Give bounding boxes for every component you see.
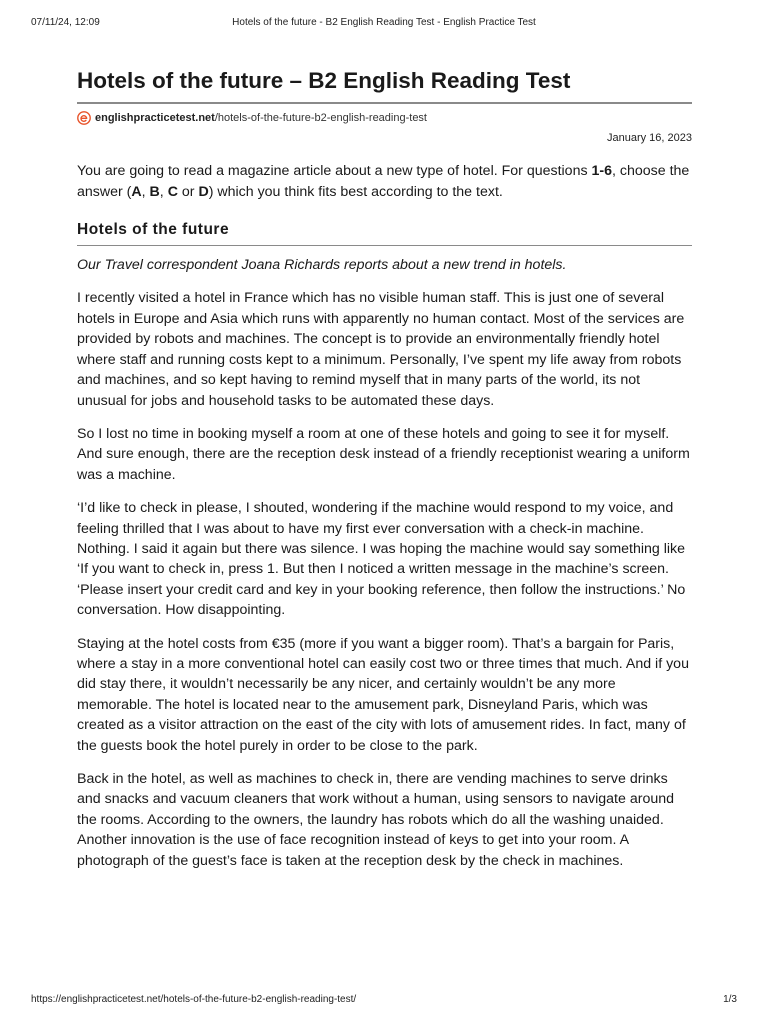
option-b: B — [149, 183, 160, 200]
instructions-separator: , — [159, 183, 168, 200]
site-logo-icon — [77, 111, 91, 125]
print-header — [31, 17, 737, 31]
article-paragraph: ‘I’d like to check in please, I shouted, wondering if the machine would respond to my voice, and feeling thrilled that I was about to have my first ever conversation with a check-in machine. Nothing. I said it again but there was silence. I was hoping the machine would say something like ‘If you want to check in, press 1. But then I noticed a written message in the machine’s screen. ‘Please insert your credit card and key in your booking reference, then follow the instructions.’ No conversation. How disappointing. — [77, 500, 686, 619]
article — [77, 66, 692, 871]
print-url: https://englishpracticetest.net/hotels-of-the-future-b2-english-reading-test/ — [31, 994, 357, 1005]
question-range: 1-6 — [591, 163, 613, 180]
section-heading: Hotels of the future — [77, 221, 692, 246]
instructions-text: , choose the answer ( — [77, 163, 690, 200]
page-title: Hotels of the future – B2 English Reading Test — [77, 66, 692, 104]
option-a: A — [131, 183, 142, 200]
source-link[interactable] — [77, 110, 692, 126]
instructions-separator: , — [141, 183, 150, 200]
print-page-title: Hotels of the future - B2 English Reading Test - English Practice Test — [232, 17, 536, 28]
option-d: D — [198, 183, 209, 200]
option-c: C — [167, 183, 178, 200]
article-subtitle: Our Travel correspondent Joana Richards reports about a new trend in hotels. — [77, 257, 567, 274]
article-paragraph: I recently visited a hotel in France which has no visible human staff. This is just one of several hotels in Europe and Asia which runs with apparently no human contact. Most of the services are provided by robots and machines. The concept is to provide an environmentally friendly hotel where staff and running costs kept to a minimum. Personally, I’ve spent my life away from robots and machines, and so kept having to remind myself that in many parts of the world, its not unusual for jobs and household tasks to be automated these days. — [77, 290, 685, 409]
print-footer — [31, 994, 737, 1008]
publish-date: January 16, 2023 — [606, 132, 692, 145]
instructions — [77, 161, 692, 202]
print-datetime: 07/11/24, 12:09 — [31, 17, 100, 28]
instructions-text: You are going to read a magazine article about a new type of hotel. For questions — [77, 163, 592, 180]
article-paragraph: Staying at the hotel costs from €35 (more if you want a bigger room). That’s a bargain for Paris, where a stay in a more conventional hotel can easily cost two or three times that much. And if you did stay there, it wouldn’t necessarily be any nicer, and certainly wouldn’t be any more memorable. The hotel is located near to the amusement park, Disneyland Paris, which was created as a visitor attraction on the east of the city with lots of amusement rides. In fact, many of the guests book the hotel purely in order to be close to the park. — [77, 635, 689, 754]
page-number: 1/3 — [723, 994, 737, 1005]
instructions-text: ) which you think fits best according to the text. — [208, 183, 503, 200]
source-domain[interactable]: englishpracticetest.net — [95, 112, 215, 125]
source-path[interactable]: /hotels-of-the-future-b2-english-reading-test — [214, 112, 427, 125]
article-paragraph: So I lost no time in booking myself a room at one of these hotels and going to see it for myself. And sure enough, there are the reception desk instead of a friendly receptionist wearing a uniform was a machine. — [77, 425, 690, 483]
article-paragraph: Back in the hotel, as well as machines to check in, there are vending machines to serve drinks and snacks and vacuum cleaners that work without a human, using sensors to navigate around the rooms. According to the owners, the laundry has robots which do all the washing unaided. Another innovation is the use of face recognition instead of keys to get into your room. A photograph of the guest’s face is taken at the reception desk by the check in machines. — [77, 771, 675, 869]
instructions-separator: or — [177, 183, 199, 200]
